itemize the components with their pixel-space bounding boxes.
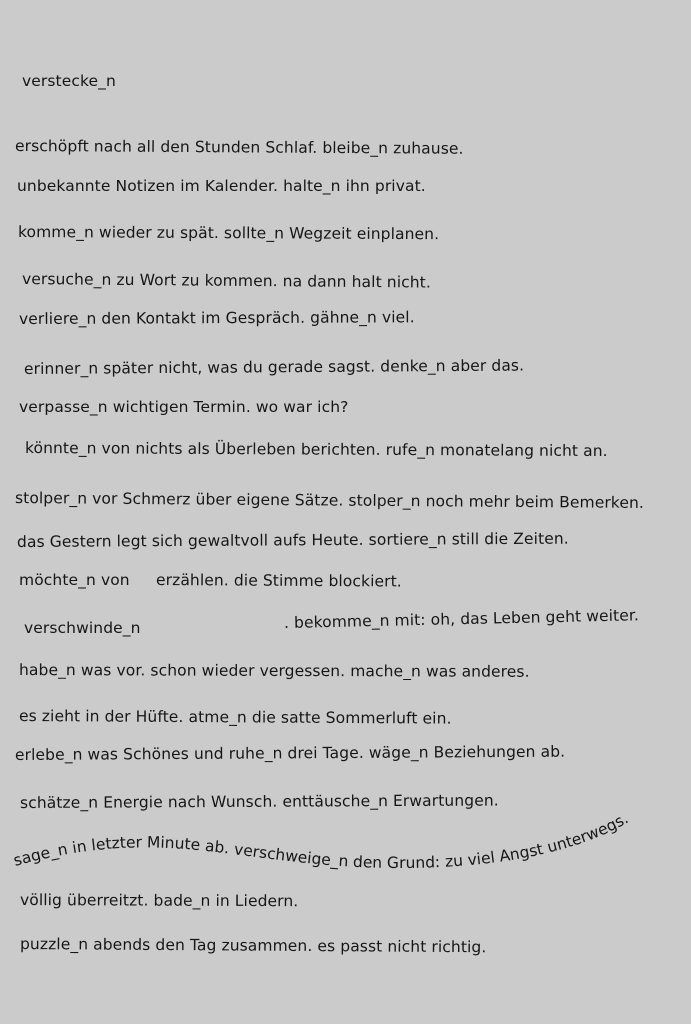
poem-line: verpasse_n wichtigen Termin. wo war ich? [19, 398, 349, 416]
poem-line-gap-start: möchte_n von [19, 571, 130, 589]
poem-line: das Gestern legt sich gewaltvoll aufs Heute. sortiere_n still die Zeiten. [16, 529, 569, 551]
poem-line-gap-end: erzählen. die Stimme blockiert. [155, 571, 402, 591]
poem-line: stolper_n vor Schmerz über eigene Sätze. stolper_n noch mehr beim Bemerken. [14, 489, 645, 512]
poem-line: es zieht in der Hüfte. atme_n die satte Sommerluft ein. [18, 707, 452, 728]
poem-line: verstecke_n [22, 72, 116, 90]
wave-line-text [11, 809, 631, 872]
poem-line: völlig überreitzt. bade_n in Liedern. [19, 891, 299, 911]
poem-line: erlebe_n was Schönes und ruhe_n drei Tage. wäge_n Beziehungen ab. [14, 742, 566, 764]
poem-line: erschöpft nach all den Stunden Schlaf. bleibe_n zuhause. [14, 137, 464, 158]
poem-line-gap-end: . bekomme_n mit: oh, das Leben geht weiter. [283, 606, 640, 632]
poem-line: verliere_n den Kontakt im Gespräch. gähne_n viel. [18, 308, 415, 328]
poem-line-wave [0, 800, 691, 890]
poem-line: puzzle_n abends den Tag zusammen. es passt nicht richtig. [19, 935, 487, 957]
poem-line: erinner_n später nicht, was du gerade sagst. denke_n aber das. [23, 356, 525, 378]
wave-line-textpath: sage_n in letzter Minute ab. verschweige_n den Grund: zu viel Angst unterwegs. [11, 809, 632, 873]
poem-line-gap-start: verschwinde_n [24, 619, 141, 637]
poem-line: versuche_n zu Wort zu kommen. na dann halt nicht. [21, 270, 431, 292]
poem-line: habe_n was vor. schon wieder vergessen. mache_n was anderes. [18, 661, 530, 681]
poem-line: schätze_n Energie nach Wunsch. enttäusche_n Erwartungen. [19, 791, 499, 812]
poem-line: unbekannte Notizen im Kalender. halte_n ihn privat. [17, 177, 426, 195]
poem-line: könnte_n von nichts als Überleben berichten. rufe_n monatelang nicht an. [24, 439, 608, 461]
poem-line: komme_n wieder zu spät. sollte_n Wegzeit einplanen. [17, 223, 440, 244]
